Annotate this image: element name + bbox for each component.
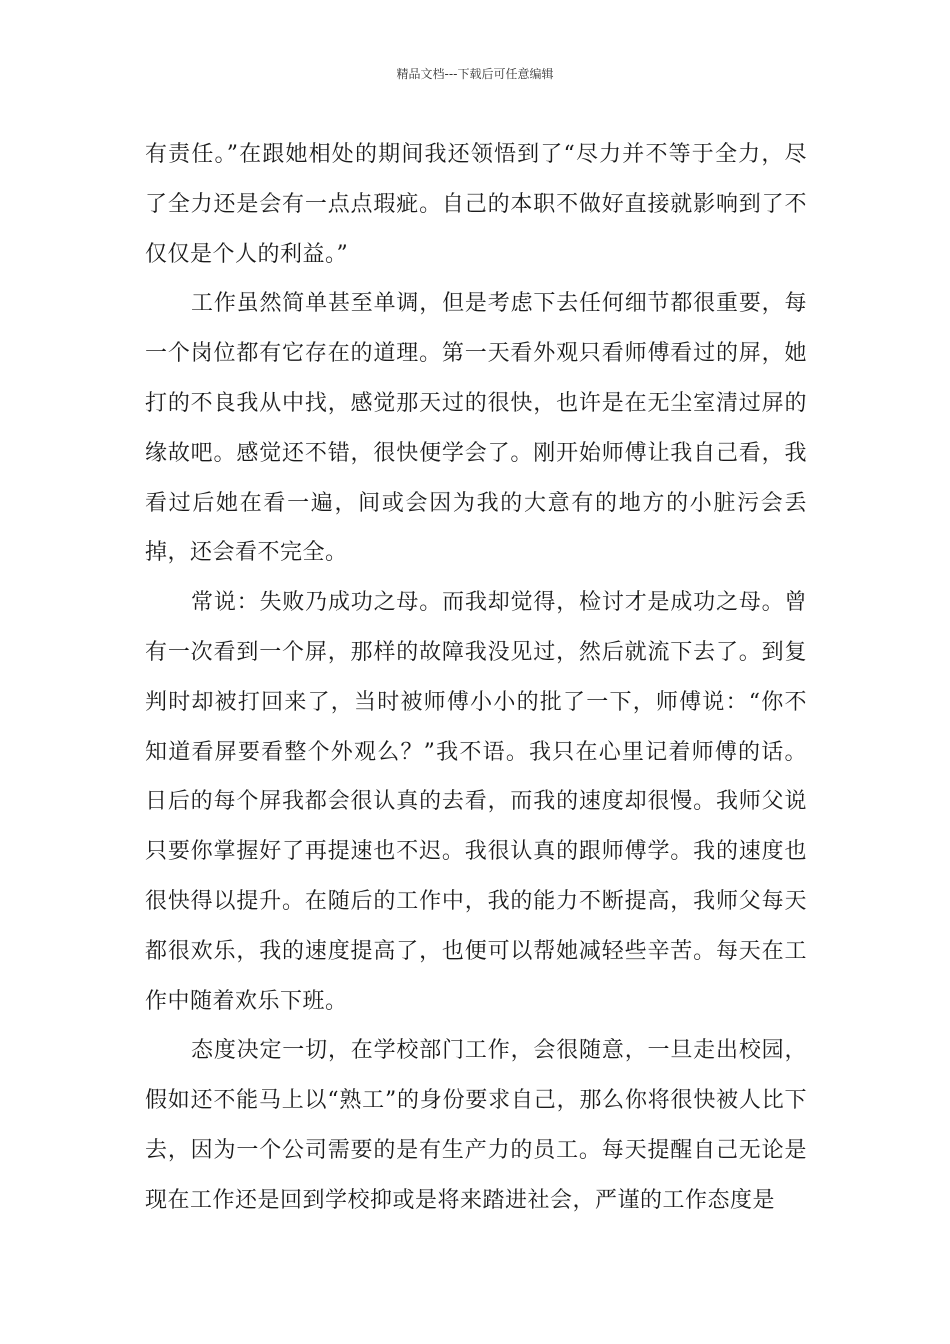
paragraph-3: 常说：失败乃成功之母。而我却觉得，检讨才是成功之母。曾有一次看到一个屏，那样的故障我没见过，然后就流下去了。到复判时却被打回来了，当时被师傅小小的批了一下，师傅说：“你不知道看屏要看整个外观么？”我不语。我只在心里记着师傅的话。日后的每个屏我都会很认真的去看，而我的速度却很慢。我师父说只要你掌握好了再提速也不迟。我很认真的跟师傅学。我的速度也很快得以提升。在随后的工作中，我的能力不断提高，我师父每天都很欢乐，我的速度提高了，也便可以帮她减轻些辛苦。每天在工作中随着欢乐下班。 bbox=[145, 590, 807, 1014]
paragraph-2: 工作虽然简单甚至单调，但是考虑下去任何细节都很重要，每一个岗位都有它存在的道理。第一天看外观只看师傅看过的屏，她打的不良我从中找，感觉那天过的很快，也许是在无尘室清过屏的缘故吧。感觉还不错，很快便学会了。刚开始师傅让我自己看，我看过后她在看一遍，间或会因为我的大意有的地方的小脏污会丢掉，还会看不完全。 bbox=[145, 291, 807, 566]
paragraph-1: 有责任。”在跟她相处的期间我还领悟到了“尽力并不等于全力，尽了全力还是会有一点点瑕疵。自己的本职不做好直接就影响到了不仅仅是个人的利益。” bbox=[145, 142, 807, 267]
paragraph-4: 态度决定一切，在学校部门工作，会很随意，一旦走出校园，假如还不能马上以“熟工”的身份要求自己，那么你将很快被人比下去，因为一个公司需要的是有生产力的员工。每天提醒自己无论是现在工作还是回到学校抑或是将来踏进社会，严谨的工作态度是 bbox=[145, 1038, 807, 1213]
page-header: 精品文档---下载后可任意编辑 bbox=[396, 67, 554, 81]
document-body bbox=[145, 130, 807, 1226]
